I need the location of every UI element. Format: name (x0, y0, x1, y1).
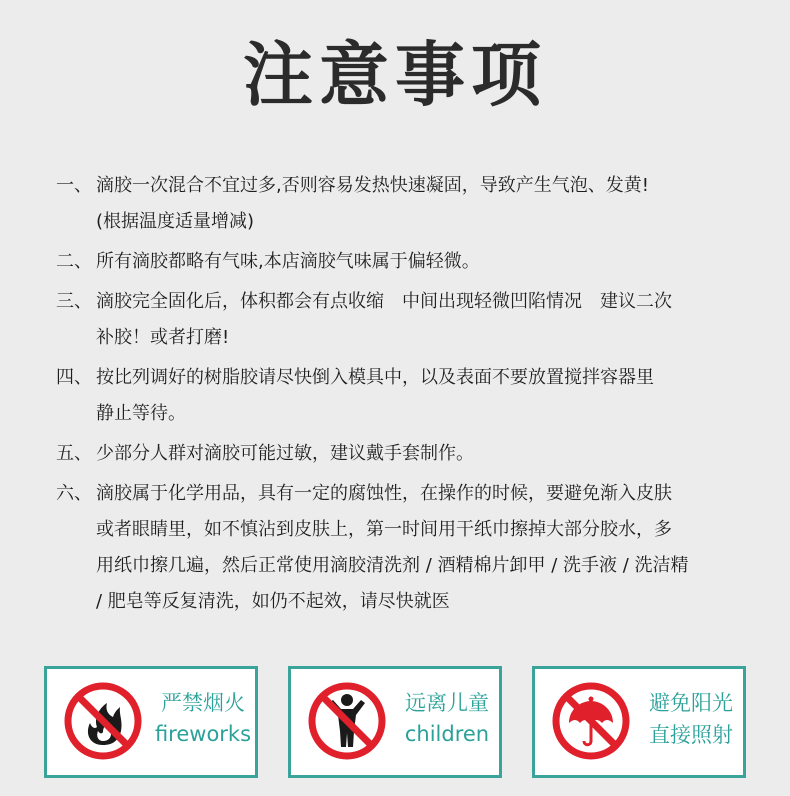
sign-labels (151, 687, 255, 749)
no-children-sign (288, 666, 502, 778)
no-fire-sign (44, 666, 258, 778)
sign-title: 远离儿童 (405, 691, 489, 715)
sign-labels (395, 687, 499, 749)
note-item-1 (56, 168, 772, 240)
note-number: 三、 (56, 291, 92, 312)
sign-title: 避免阳光 (649, 691, 733, 715)
sign-subtitle: children (404, 722, 490, 746)
note-text: 滴胶一次混合不宜过多,否则容易发热快速凝固，导致产生气泡、发黄! (根据温度适量增减) (96, 175, 649, 232)
note-number: 五、 (56, 443, 92, 464)
sign-title: 严禁烟火 (161, 691, 245, 715)
note-text: 按比列调好的树脂胶请尽快倒入模具中，以及表面不要放置搅拌容器里 静止等待。 (96, 367, 654, 424)
note-item-2 (56, 244, 772, 280)
note-text: 滴胶完全固化后，体积都会有点收缩 中间出现轻微凹陷情况 建议二次 补胶！或者打磨! (96, 291, 672, 348)
no-sunlight-icon (551, 681, 631, 761)
note-number: 四、 (56, 367, 92, 388)
sign-subtitle: fireworks (154, 722, 252, 746)
no-children-icon (307, 681, 387, 761)
note-item-5 (56, 436, 772, 472)
page-title: 注意事项 (243, 34, 547, 116)
no-sunlight-sign (532, 666, 746, 778)
warning-signs (44, 666, 766, 784)
notes-list (56, 168, 772, 624)
sign-subtitle: 直接照射 (649, 723, 733, 747)
no-fire-icon (63, 681, 143, 761)
note-item-4 (56, 360, 772, 432)
note-text: 少部分人群对滴胶可能过敏，建议戴手套制作。 (96, 443, 474, 464)
note-number: 二、 (56, 251, 92, 272)
note-text: 滴胶属于化学用品，具有一定的腐蚀性，在操作的时候，要避免渐入皮肤 或者眼睛里，如不慎沾到皮肤上，第一时间用干纸巾擦掉大部分胶水，多 用纸巾擦几遍，然后正常使用滴胶清洗剂 / 酒精棉片卸甲 / 洗手液 / 洗洁精 / 肥皂等反复清洗，如仍不起效，请尽快就医 (96, 483, 689, 612)
note-text: 所有滴胶都略有气味,本店滴胶气味属于偏轻微。 (96, 251, 480, 272)
note-number: 一、 (56, 175, 92, 196)
sign-labels (639, 687, 743, 751)
note-item-6 (56, 476, 772, 620)
note-item-3 (56, 284, 772, 356)
note-number: 六、 (56, 483, 92, 504)
